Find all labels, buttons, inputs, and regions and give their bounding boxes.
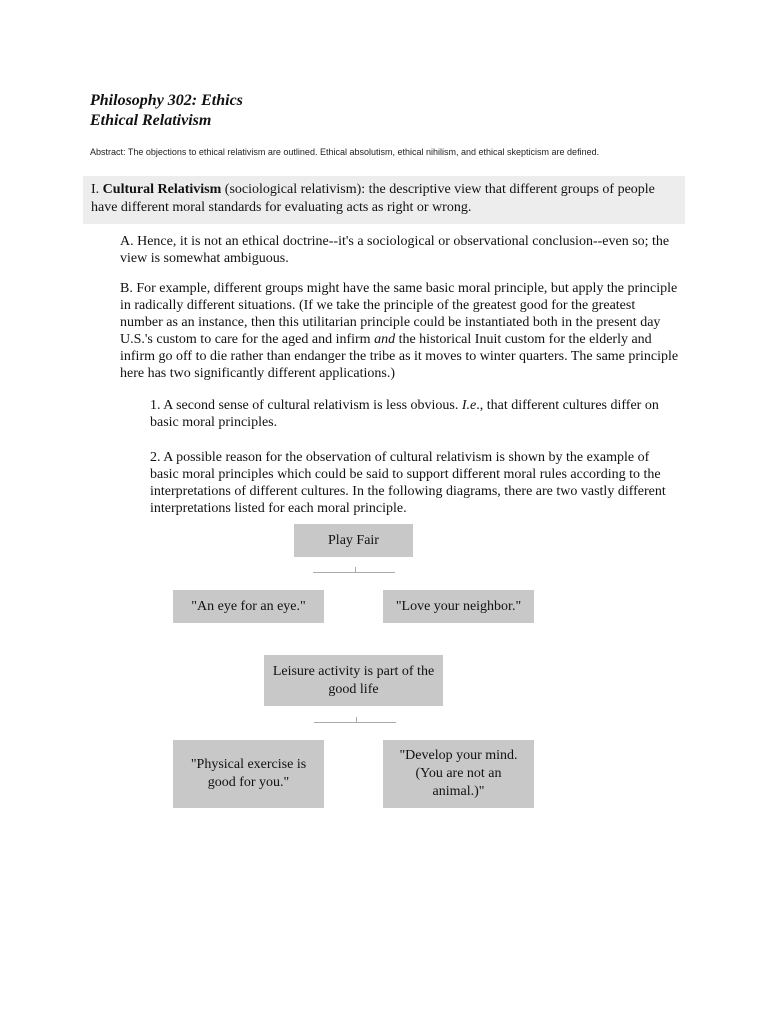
document-title xyxy=(90,91,243,131)
point-1-text-1: 1. A second sense of cultural relativism is less obvious. xyxy=(150,398,462,413)
interpretation-left-box: "An eye for an eye." xyxy=(173,590,324,623)
connector-tick xyxy=(355,567,356,573)
connector-line xyxy=(314,722,396,723)
course-title: Philosophy 302: Ethics xyxy=(90,92,243,109)
point-2: 2. A possible reason for the observation of cultural relativism is shown by the example of basic moral principles which could be said to support different moral rules according to the interpretations of different cultures. In the following diagrams, there are two vastly different interpretations listed for each moral principle. xyxy=(150,450,666,516)
point-1 xyxy=(150,397,680,431)
interpretation-left-box: "Physical exercise is good for you." xyxy=(173,740,324,808)
point-a: A. Hence, it is not an ethical doctrine--it's a sociological or observational conclusion--even so; the view is somewhat ambiguous. xyxy=(120,234,670,266)
principle-box: Play Fair xyxy=(294,524,413,557)
connector-tick xyxy=(356,717,357,723)
interpretation-right-box: "Love your neighbor." xyxy=(383,590,534,623)
point-b-text-1: B. For example, different groups might have the same basic moral principle, but apply the principle in radically different situations. (If we take the principle of the greatest good for the greatest number as an instance, then this utilitarian principle could be instantiated both in the present day U.S.'s custom to care for the aged and infirm xyxy=(120,281,678,347)
principle-box: Leisure activity is part of the good life xyxy=(264,655,443,706)
point-1-text-2: ., that different cultures differ on basic moral principles. xyxy=(150,398,659,430)
interpretation-right-box: "Develop your mind. (You are not an animal.)" xyxy=(383,740,534,808)
section-definition: (sociological relativism): the descriptive view that different groups of people have different moral standards for evaluating acts as right or wrong. xyxy=(91,182,655,215)
point-b-text-2: the historical Inuit custom for the elderly and infirm go off to die rather than endanger the tribe as it moves to winter quarters. The same principle here has two significantly different applications.) xyxy=(120,332,679,381)
section-heading xyxy=(83,176,685,224)
point-b-emphasis: and xyxy=(374,332,396,347)
topic-title: Ethical Relativism xyxy=(90,112,212,129)
point-1-emphasis: I.e xyxy=(461,398,477,413)
point-b xyxy=(120,280,680,382)
abstract: Abstract: The objections to ethical relativism are outlined. Ethical absolutism, ethical nihilism, and ethical skepticism are defined. xyxy=(90,147,600,157)
section-term: Cultural Relativism xyxy=(102,182,222,197)
connector-line xyxy=(313,572,395,573)
section-numeral: I. xyxy=(91,182,103,197)
